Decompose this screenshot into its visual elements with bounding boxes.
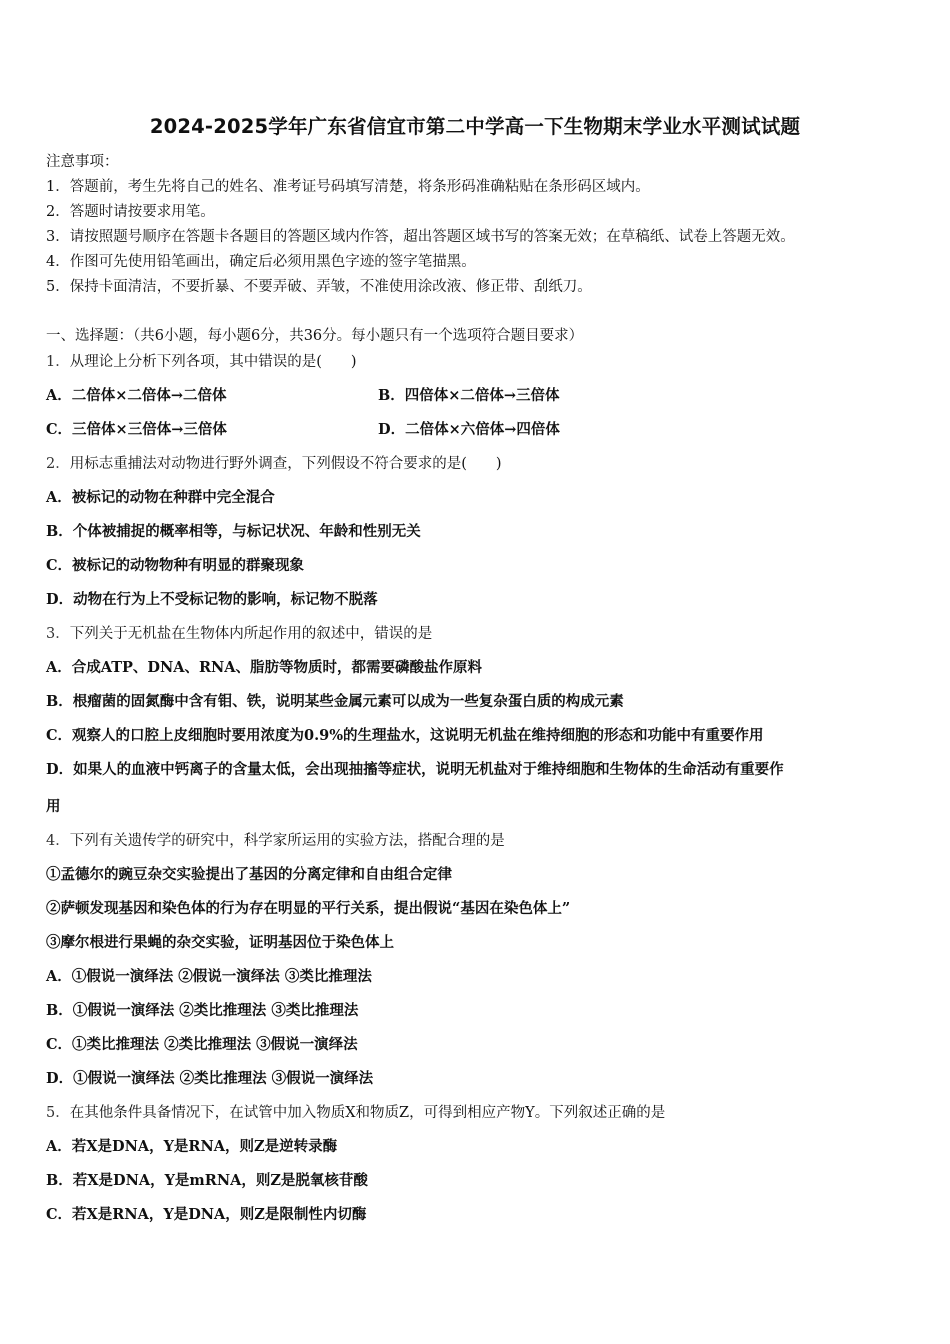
notice-item: 2．答题时请按要求用笔。 xyxy=(46,204,215,220)
page-title: 2024-2025学年广东省信宜市第二中学高一下生物期末学业水平测试试题 xyxy=(149,115,801,138)
notice-item: 5．保持卡面清洁，不要折暴、不要弄破、弄皱，不准使用涂改液、修正带、刮纸刀。 xyxy=(46,279,592,295)
statement-item: ③摩尔根进行果蝇的杂交实验，证明基因位于染色体上 xyxy=(46,934,394,951)
question-stem xyxy=(46,352,357,372)
question-number: 2． xyxy=(46,456,70,472)
option-continuation: 用 xyxy=(46,798,61,815)
option: C．若X是RNA，Y是DNA，则Z是限制性内切酶 xyxy=(46,1206,367,1223)
option: B．根瘤菌的固氮酶中含有钼、铁，说明某些金属元素可以成为一些复杂蛋白质的构成元素 xyxy=(46,693,624,710)
question-stem xyxy=(46,831,505,851)
question-number: 1． xyxy=(46,354,70,370)
question-text: 在其他条件具备情况下，在试管中加入物质X和物质Z，可得到相应产物Y。下列叙述正确的是 xyxy=(69,1105,666,1121)
statement-item: ①孟德尔的豌豆杂交实验提出了基因的分离定律和自由组合定律 xyxy=(46,866,452,883)
option: D．①假说一演绎法 ②类比推理法 ③假说一演绎法 xyxy=(46,1070,374,1087)
question-stem xyxy=(46,454,502,474)
statement-item: ②萨顿发现基因和染色体的行为存在明显的平行关系，提出假说“基因在染色体上” xyxy=(46,900,571,917)
option: B．个体被捕捉的概率相等，与标记状况、年龄和性别无关 xyxy=(46,523,421,540)
option: C．被标记的动物物种有明显的群聚现象 xyxy=(46,557,305,574)
option: A．被标记的动物在种群中完全混合 xyxy=(46,489,275,506)
notice-item: 3．请按照题号顺序在答题卡各题目的答题区域内作答，超出答题区域书写的答案无效；在草稿纸、试卷上答题无效。 xyxy=(46,229,795,245)
option: D．如果人的血液中钙离子的含量太低，会出现抽搐等症状，说明无机盐对于维持细胞和生物体的生命活动有重要作 xyxy=(46,761,784,778)
question-text: 从理论上分析下列各项，其中错误的是( ) xyxy=(69,354,357,370)
notice-heading: 注意事项： xyxy=(46,154,119,170)
option: C．①类比推理法 ②类比推理法 ③假说一演绎法 xyxy=(46,1036,358,1053)
option: B．四倍体×二倍体→三倍体 xyxy=(378,387,560,404)
question-stem xyxy=(46,624,432,644)
option: B．①假说一演绎法 ②类比推理法 ③类比推理法 xyxy=(46,1002,359,1019)
option: A．合成ATP、DNA、RNA、脂肪等物质时，都需要磷酸盐作原料 xyxy=(46,659,483,676)
section-heading: 一、选择题：（共6小题，每小题6分，共36分。每小题只有一个选项符合题目要求） xyxy=(46,328,584,344)
question-text: 下列有关遗传学的研究中，科学家所运用的实验方法，搭配合理的是 xyxy=(69,833,505,849)
question-text: 用标志重捕法对动物进行野外调查，下列假设不符合要求的是( ) xyxy=(69,456,502,472)
option: A．二倍体×二倍体→二倍体 xyxy=(46,387,227,404)
question-text: 下列关于无机盐在生物体内所起作用的叙述中，错误的是 xyxy=(69,626,433,642)
option: D．二倍体×六倍体→四倍体 xyxy=(378,421,560,438)
option: D．动物在行为上不受标记物的影响，标记物不脱落 xyxy=(46,591,378,608)
option: C．三倍体×三倍体→三倍体 xyxy=(46,421,227,438)
notice-item: 4．作图可先使用铅笔画出，确定后必须用黑色字迹的签字笔描黑。 xyxy=(46,254,476,270)
question-number: 4． xyxy=(46,833,70,849)
question-stem xyxy=(46,1103,665,1123)
question-number: 5． xyxy=(46,1105,70,1121)
option: B．若X是DNA，Y是mRNA，则Z是脱氧核苷酸 xyxy=(46,1172,368,1189)
option: C．观察人的口腔上皮细胞时要用浓度为0.9%的生理盐水，这说明无机盐在维持细胞的形态和功能中有重要作用 xyxy=(46,727,764,744)
notice-item: 1．答题前，考生先将自己的姓名、准考证号码填写清楚，将条形码准确粘贴在条形码区域内。 xyxy=(46,179,650,195)
option: A．若X是DNA，Y是RNA，则Z是逆转录酶 xyxy=(46,1138,338,1155)
question-number: 3． xyxy=(46,626,70,642)
option: A．①假说一演绎法 ②假说一演绎法 ③类比推理法 xyxy=(46,968,372,985)
